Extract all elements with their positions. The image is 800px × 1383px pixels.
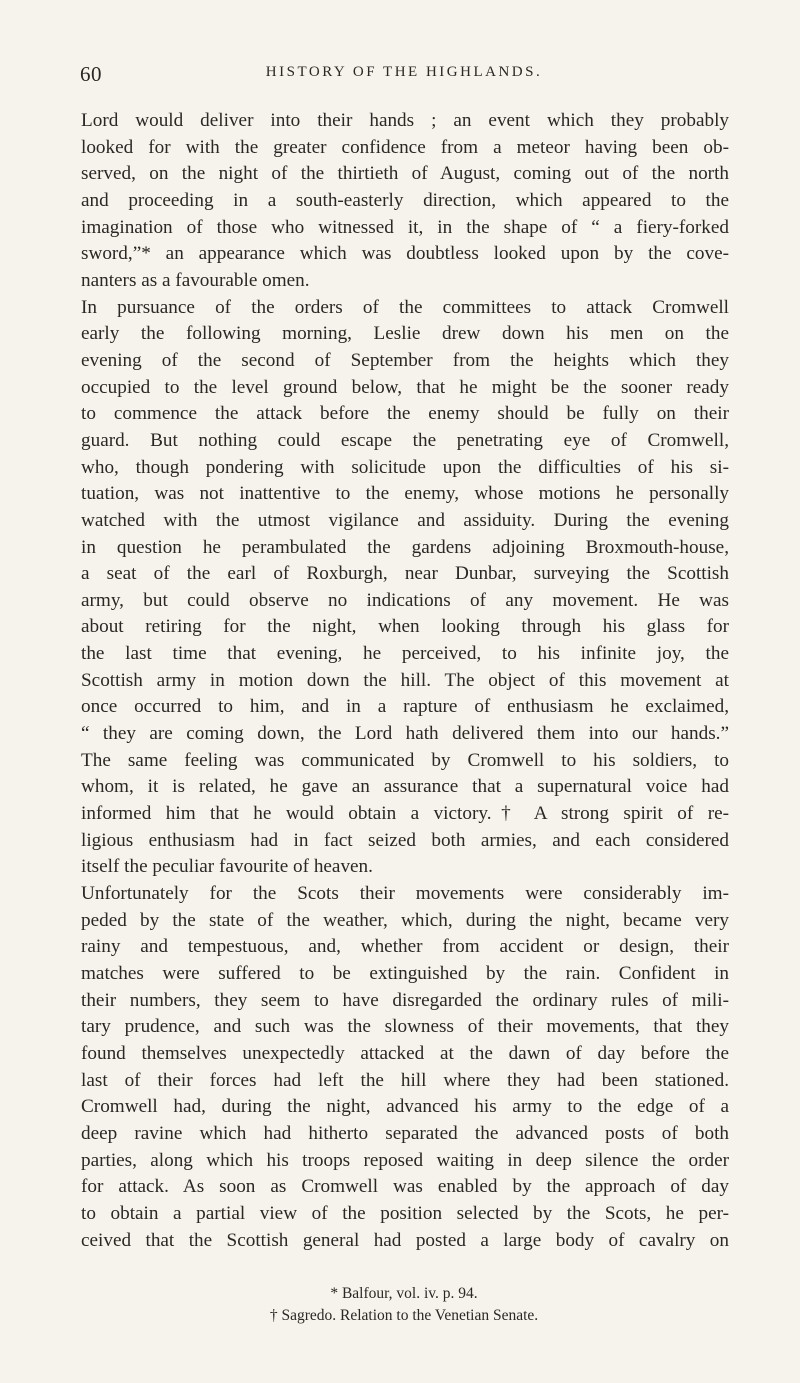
text-line: once occurred to him, and in a rapture of enthusiasm he exclaimed, xyxy=(81,696,729,718)
text-line: rainy and tempestuous, and, whether from accident or design, their xyxy=(81,936,729,958)
text-line: last of their forces had left the hill where they had been stationed. xyxy=(81,1069,729,1091)
text-line: peded by the state of the weather, which, during the night, became very xyxy=(81,909,729,931)
text-line: informed him that he would obtain a victory.† A strong spirit of re- xyxy=(81,803,729,825)
text-line: matches were suffered to be extinguished by the rain. Confident in xyxy=(81,963,729,984)
text-line: ligious enthusiasm had in fact seized both armies, and each considered xyxy=(81,829,729,851)
text-line: occupied to the level ground below, that he might be the sooner ready xyxy=(81,376,729,398)
running-title: HISTORY OF THE HIGHLANDS. xyxy=(265,64,543,80)
text-line: Lord would deliver into their hands ; an event which they probably xyxy=(81,110,729,131)
text-line: to obtain a partial view of the position selected by the Scots, he per- xyxy=(81,1202,729,1224)
text-line: and proceeding in a south-easterly direction, which appeared to the xyxy=(81,189,729,211)
text-line: found themselves unexpectedly attacked at the dawn of day before the xyxy=(81,1042,729,1064)
text-line: in question he perambulated the gardens adjoining Broxmouth-house, xyxy=(81,536,729,558)
text-line: looked for with the greater confidence from a meteor having been ob- xyxy=(81,136,729,158)
footnote: † Sagredo. Relation to the Venetian Senate. xyxy=(269,1307,539,1324)
footnote: * Balfour, vol. iv. p. 94. xyxy=(330,1285,478,1302)
text-line: whom, it is related, he gave an assurance that a supernatural voice had xyxy=(81,776,729,798)
text-line: tary prudence, and such was the slowness of their movements, that they xyxy=(81,1016,729,1038)
text-line: to commence the attack before the enemy should be fully on their xyxy=(81,403,729,425)
text-line: a seat of the earl of Roxburgh, near Dunbar, surveying the Scottish xyxy=(81,563,729,585)
text-line: served, on the night of the thirtieth of August, coming out of the north xyxy=(81,163,729,185)
footnotes xyxy=(80,1283,728,1327)
text-line: early the following morning, Leslie drew down his men on the xyxy=(81,323,729,345)
text-line: “ they are coming down, the Lord hath delivered them into our hands.” xyxy=(81,723,729,745)
page-header xyxy=(80,62,728,86)
text-line: deep ravine which had hitherto separated the advanced posts of both xyxy=(81,1122,729,1144)
page-number: 60 xyxy=(80,62,102,86)
text-line: itself the peculiar favourite of heaven. xyxy=(81,856,373,878)
text-line: parties, along which his troops reposed waiting in deep silence the order xyxy=(81,1149,729,1171)
text-line: Unfortunately for the Scots their movements were considerably im- xyxy=(81,883,729,905)
text-line: tuation, was not inattentive to the enemy, whose motions he personally xyxy=(81,483,729,505)
text-line: Cromwell had, during the night, advanced his army to the edge of a xyxy=(81,1096,729,1118)
text-line: sword,”* an appearance which was doubtless looked upon by the cove- xyxy=(81,243,729,265)
text-line: army, but could observe no indications of any movement. He was xyxy=(81,589,729,611)
text-line: for attack. As soon as Cromwell was enabled by the approach of day xyxy=(81,1176,729,1198)
text-line: The same feeling was communicated by Cromwell to his soldiers, to xyxy=(81,749,729,771)
text-line: nanters as a favourable omen. xyxy=(81,269,310,291)
text-line: guard. But nothing could escape the penetrating eye of Cromwell, xyxy=(81,429,729,451)
text-line: their numbers, they seem to have disregarded the ordinary rules of mili- xyxy=(81,989,729,1011)
text-line: imagination of those who witnessed it, in the shape of “ a fiery-forked xyxy=(81,216,729,238)
text-line: Scottish army in motion down the hill. The object of this movement at xyxy=(81,669,729,691)
text-line: who, though pondering with solicitude upon the difficulties of his si- xyxy=(81,456,729,478)
body-text xyxy=(81,108,729,1254)
text-line: about retiring for the night, when looking through his glass for xyxy=(81,616,729,638)
text-line: ceived that the Scottish general had posted a large body of cavalry on xyxy=(81,1229,729,1251)
text-line: In pursuance of the orders of the committees to attack Cromwell xyxy=(81,296,729,318)
text-line: the last time that evening, he perceived, to his infinite joy, the xyxy=(81,643,729,665)
text-line: evening of the second of September from the heights which they xyxy=(81,349,729,371)
text-line: watched with the utmost vigilance and assiduity. During the evening xyxy=(81,509,729,531)
